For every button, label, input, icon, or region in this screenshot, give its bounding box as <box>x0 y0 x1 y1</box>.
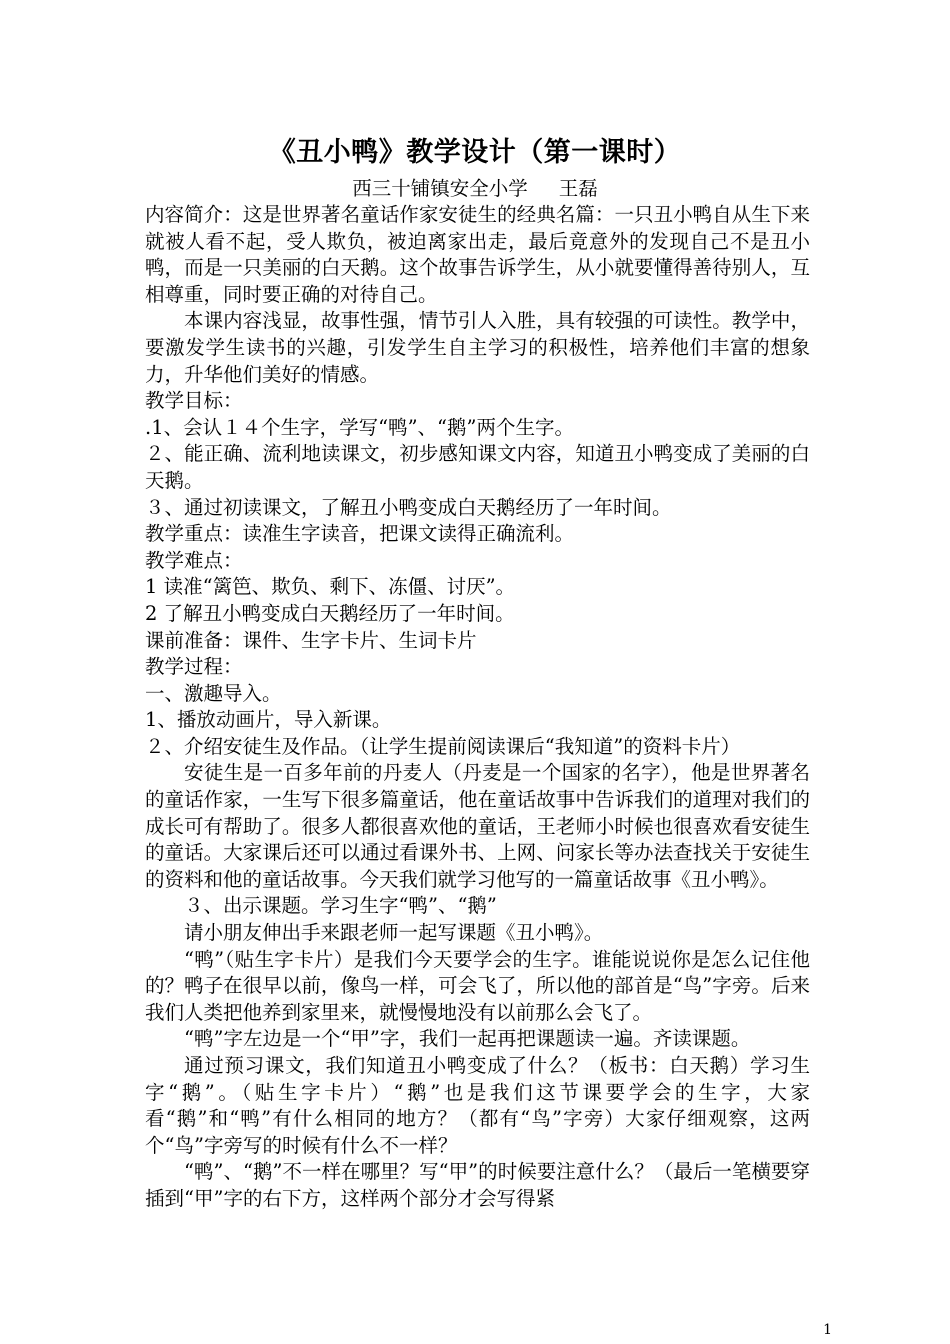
paragraph: 内容简介：这是世界著名童话作家安徒生的经典名篇：一只丑小鸭自从生下来就被人看不起，受人欺负，被迫离家出走，最后竟意外的发现自己不是丑小鸭，而是一只美丽的白天鹅。这个故事告诉学生，从小就要懂得善待别人，互相尊重，同时要正确的对待自己。 <box>145 203 810 306</box>
paragraph: 安徒生是一百多年前的丹麦人（丹麦是一个国家的名字），他是世界著名的童话作家，一生写下很多篇童话，他在童话故事中告诉我们的道理对我们的成长可有帮助了。很多人都很喜欢他的童话，王老师小时候也很喜欢看安徒生的童话。大家课后还可以通过看课外书、上网、问家长等办法查找关于安徒生的资料和他的童话故事。今天我们就学习他写的一篇童话故事《丑小鸭》。 <box>145 761 810 891</box>
paragraph: 本课内容浅显，故事性强，情节引人入胜，具有较强的可读性。教学中，要激发学生读书的兴趣，引发学生自主学习的积极性，培养他们丰富的想象力，升华他们美好的情感。 <box>145 309 810 386</box>
paragraph: .1、会认１４个生字，学写“鸭”、“鹅”两个生字。 <box>145 415 574 439</box>
paragraph: 一、激趣导入。 <box>145 681 282 705</box>
paragraph: 教学难点： <box>145 548 243 572</box>
paragraph: 教学目标： <box>145 389 243 413</box>
document-body <box>145 202 810 1213</box>
paragraph: ３、通过初读课文，了解丑小鸭变成白天鹅经历了一年时间。 <box>145 495 672 519</box>
author-line: 西三十铺镇安全小学 王磊 <box>352 177 598 200</box>
paragraph: 1 读准“篱笆、欺负、剩下、冻僵、讨厌”。 <box>145 575 516 599</box>
paragraph: 教学过程： <box>145 655 243 679</box>
paragraph: ３、出示课题。学习生字“鸭”、“鹅” <box>184 894 497 918</box>
paragraph: “鸭”字左边是一个“甲”字，我们一起再把课题读一遍。齐读课题。 <box>184 1027 751 1051</box>
paragraph: 2 了解丑小鸭变成白天鹅经历了一年时间。 <box>145 601 515 625</box>
paragraph: “鸭”（贴生字卡片）是我们今天要学会的生字。谁能说说你是怎么记住他的？鸭子在很早以前，像鸟一样，可会飞了，所以他的部首是“鸟”字旁。后来我们人类把他养到家里来，就慢慢地没有以前那么会飞了。 <box>145 947 810 1024</box>
paragraph: 1、播放动画片，导入新课。 <box>145 708 392 732</box>
page-number: 1 <box>823 1322 832 1338</box>
document-title: 《丑小鸭》教学设计（第一课时） <box>268 137 682 168</box>
paragraph: ２、介绍安徒生及作品。（让学生提前阅读课后“我知道”的资料卡片） <box>145 734 741 758</box>
paragraph: 请小朋友伸出手来跟老师一起写课题《丑小鸭》。 <box>184 921 604 945</box>
paragraph: 教学重点：读准生字读音，把课文读得正确流利。 <box>145 522 575 546</box>
paragraph: “鸭”、“鹅”不一样在哪里？写“甲”的时候要注意什么？（最后一笔横要穿插到“甲”字的右下方，这样两个部分才会写得紧 <box>145 1160 810 1210</box>
paragraph: 课前准备：课件、生字卡片、生词卡片 <box>145 628 477 652</box>
paragraph: 通过预习课文，我们知道丑小鸭变成了什么？（板书：白天鹅）学习生字“鹅”。（贴生字卡片）“鹅”也是我们这节课要学会的生字，大家看“鹅”和“鸭”有什么相同的地方？（都有“鸟”字旁）大家仔细观察，这两个“鸟”字旁写的时候有什么不一样？ <box>145 1054 810 1157</box>
paragraph: ２、能正确、流利地读课文，初步感知课文内容，知道丑小鸭变成了美丽的白天鹅。 <box>145 442 810 492</box>
